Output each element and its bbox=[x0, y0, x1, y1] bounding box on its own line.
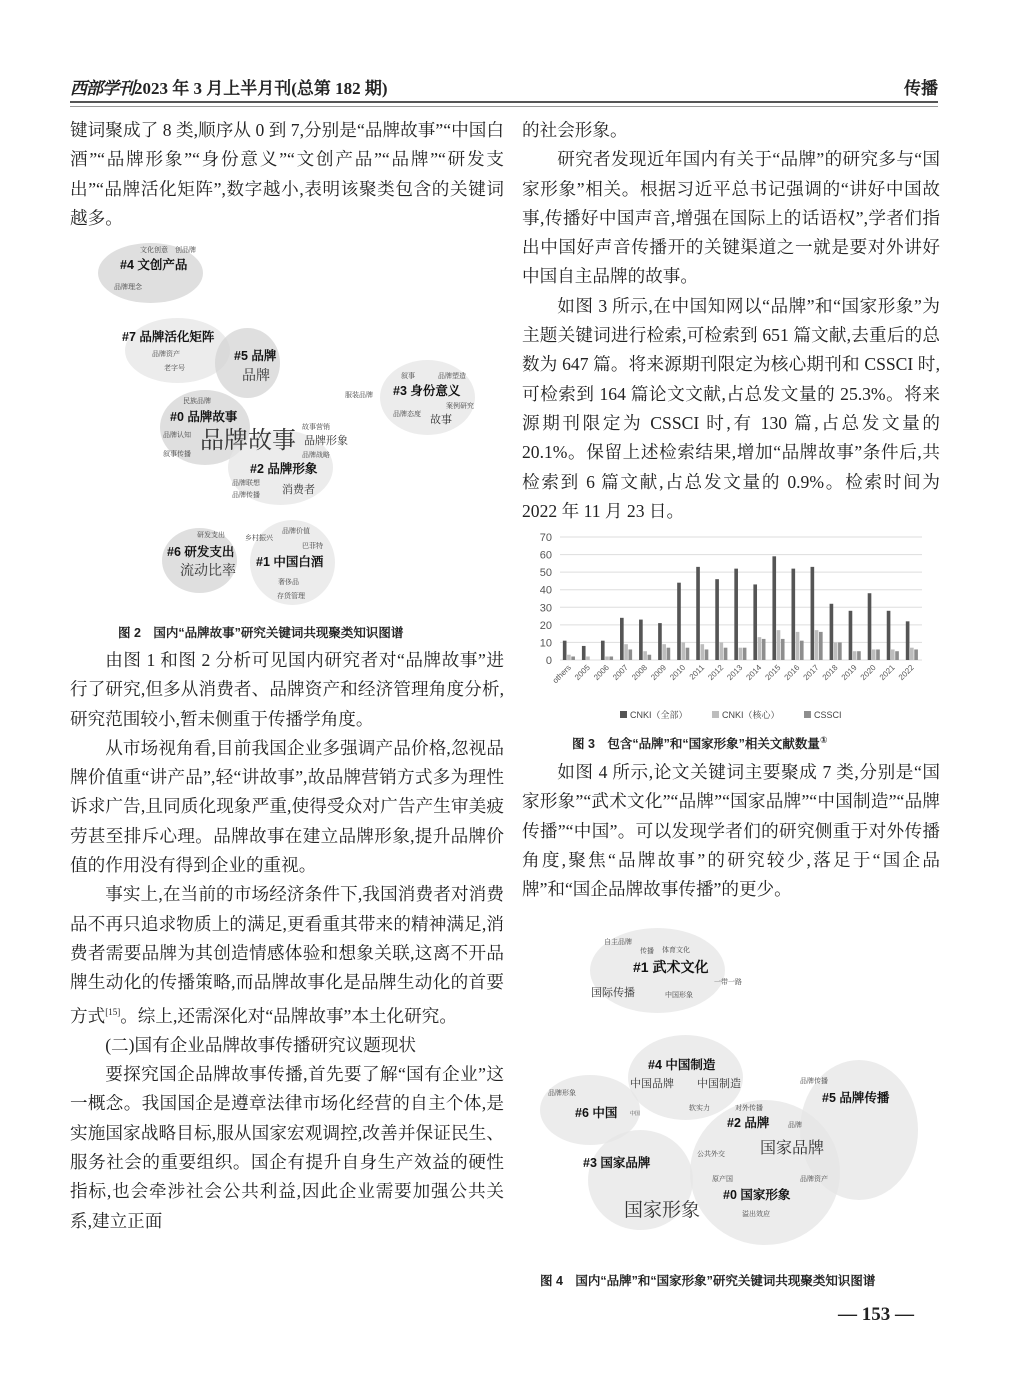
cluster-label: #2 品牌 bbox=[727, 1116, 770, 1130]
cluster-label: #3 国家品牌 bbox=[583, 1156, 651, 1170]
x-tick-label: 2005 bbox=[572, 663, 592, 682]
keyword: 老字号 bbox=[164, 364, 185, 372]
x-tick-label: 2009 bbox=[649, 663, 669, 682]
x-tick-label: 2021 bbox=[877, 663, 897, 682]
bar-0 bbox=[715, 579, 719, 660]
bar-1 bbox=[739, 648, 743, 660]
x-tick-label: 2013 bbox=[725, 663, 745, 682]
keyword: 国际传播 bbox=[591, 987, 635, 999]
x-tick-label: 2010 bbox=[668, 663, 688, 682]
paragraph: 从市场视角看,目前我国企业多强调产品价格,忽视品牌价值重“讲产品”,轻“讲故事”,故品牌营销方式多为理性诉求广告,且同质化现象严重,使得受众对广告产生审美疲劳甚至排斥心理。品牌故事在建立品牌形象,提升品牌价值的作用没有得到企业的重视。 bbox=[70, 737, 504, 876]
keyword: 品牌战略 bbox=[302, 451, 330, 459]
bar-0 bbox=[677, 583, 681, 660]
keyword: 存货管理 bbox=[277, 592, 305, 600]
bar-0 bbox=[563, 641, 567, 660]
keyword: 一带一路 bbox=[714, 978, 742, 986]
cluster-label: #1 中国白酒 bbox=[256, 555, 324, 569]
keyword: 国家形象 bbox=[624, 1200, 701, 1221]
keyword: 品牌资产 bbox=[800, 1175, 828, 1183]
bar-1 bbox=[624, 644, 628, 660]
bar-0 bbox=[734, 569, 738, 660]
x-tick-label: 2011 bbox=[687, 663, 707, 682]
bar-1 bbox=[567, 655, 571, 660]
keyword: 品牌 bbox=[242, 369, 270, 384]
paragraph: 的社会形象。 bbox=[522, 120, 628, 140]
x-tick-label: 2014 bbox=[744, 663, 764, 682]
keyword: 研发支出 bbox=[197, 531, 225, 539]
page-number: — 153 — bbox=[838, 1304, 914, 1325]
bar-0 bbox=[772, 556, 776, 660]
section-name: 传播 bbox=[904, 79, 938, 98]
bar-2 bbox=[571, 656, 575, 660]
bar-2 bbox=[781, 639, 785, 660]
keyword: 乡村振兴 bbox=[245, 534, 273, 542]
keyword: 公共外交 bbox=[697, 1150, 725, 1158]
bar-0 bbox=[658, 623, 662, 660]
bar-2 bbox=[857, 651, 861, 660]
bar-1 bbox=[720, 642, 724, 660]
bar-2 bbox=[762, 639, 766, 660]
bar-0 bbox=[830, 604, 834, 660]
bar-0 bbox=[849, 611, 853, 660]
x-tick-label: 2007 bbox=[611, 663, 631, 682]
journal-logo: 西部学刊 bbox=[70, 79, 134, 98]
left-column-body bbox=[70, 646, 504, 1236]
keyword: 案例研究 bbox=[446, 402, 474, 410]
bar-1 bbox=[834, 642, 838, 660]
keyword: 叙事传播 bbox=[163, 450, 191, 458]
bar-1 bbox=[853, 651, 857, 660]
keyword: 溢出效应 bbox=[742, 1210, 770, 1218]
keyword: 故事营销 bbox=[302, 423, 330, 431]
x-tick-label: 2020 bbox=[858, 663, 878, 682]
footnote-mark[interactable]: ① bbox=[819, 734, 828, 745]
bar-0 bbox=[753, 584, 757, 660]
figure-3-bar-chart bbox=[530, 525, 930, 730]
bar-1 bbox=[815, 630, 819, 660]
cluster-label: #4 文创产品 bbox=[120, 258, 188, 272]
keyword: 品牌理念 bbox=[114, 283, 142, 291]
bar-0 bbox=[791, 569, 795, 660]
figure-4-caption: 图 4 国内“品牌”和“国家形象”研究关键词共现聚类知识图谱 bbox=[540, 1274, 876, 1288]
paragraph bbox=[70, 880, 504, 1030]
bar-0 bbox=[696, 567, 700, 660]
keyword: 故事 bbox=[430, 414, 452, 426]
keyword: 品牌传播 bbox=[232, 491, 260, 499]
bar-2 bbox=[609, 656, 613, 660]
x-tick-label: 2016 bbox=[782, 663, 802, 682]
bar-2 bbox=[628, 649, 632, 660]
cluster-label: #2 品牌形象 bbox=[250, 462, 318, 476]
x-tick-label: 2019 bbox=[839, 663, 859, 682]
issue-info: 2023 年 3 月上半月刊(总第 182 期) bbox=[134, 79, 388, 98]
keyword: 民族品牌 bbox=[183, 397, 211, 405]
y-tick-label: 30 bbox=[539, 602, 552, 615]
bar-2 bbox=[667, 648, 671, 660]
keyword: 奢侈品 bbox=[278, 578, 299, 586]
keyword: 对外传播 bbox=[735, 1104, 763, 1112]
bar-1 bbox=[910, 648, 914, 660]
keyword: 自主品牌 bbox=[604, 938, 632, 946]
right-column-top bbox=[522, 116, 940, 526]
keyword: 品牌塑造 bbox=[438, 372, 466, 380]
left-column-top bbox=[70, 116, 504, 233]
keyword: 品牌 bbox=[788, 1121, 802, 1129]
bar-0 bbox=[811, 567, 815, 660]
legend-swatch bbox=[712, 711, 719, 718]
x-tick-label: 2018 bbox=[820, 663, 840, 682]
keyword: 品牌资产 bbox=[152, 350, 180, 358]
bar-1 bbox=[643, 651, 647, 660]
keyword: 品牌形象 bbox=[304, 435, 348, 447]
bar-0 bbox=[582, 646, 586, 660]
cluster-label: #0 国家形象 bbox=[723, 1188, 791, 1202]
keyword: 流动比率 bbox=[180, 564, 236, 579]
caption-text: 图 3 包含“品牌”和“国家形象”相关文献数量 bbox=[572, 737, 820, 751]
bar-0 bbox=[620, 618, 624, 660]
header-left bbox=[70, 74, 388, 99]
bar-2 bbox=[819, 632, 823, 660]
running-header bbox=[70, 74, 938, 104]
bar-2 bbox=[914, 649, 918, 660]
paragraph: 由图 1 和图 2 分析可见国内研究者对“品牌故事”进行了研究,但多从消费者、品牌资产和经济管理角度分析,研究范围较小,暂未侧重于传播学角度。 bbox=[70, 650, 504, 729]
y-tick-label: 60 bbox=[539, 549, 552, 562]
cluster-label: #7 品牌活化矩阵 bbox=[122, 330, 215, 344]
right-column-mid bbox=[522, 758, 940, 904]
bar-1 bbox=[758, 637, 762, 660]
bar-1 bbox=[681, 642, 685, 660]
bar-2 bbox=[838, 642, 842, 660]
x-tick-label: 2017 bbox=[801, 663, 821, 682]
bar-2 bbox=[876, 649, 880, 660]
bar-1 bbox=[586, 656, 590, 660]
keyword: 创品牌 bbox=[175, 246, 196, 254]
y-tick-label: 10 bbox=[539, 637, 552, 650]
keyword: 体育文化 bbox=[662, 946, 690, 954]
paragraph: 要探究国企品牌故事传播,首先要了解“国有企业”这一概念。我国国企是遵章法律市场化经营的自主个体,是实施国家战略目标,服从国家宏观调控,改善并保证民生、服务社会的重要组织。国企有提升自身生产效益的硬性指标,也会牵涉社会公共利益,因此企业需要加强公共关系,建立正面 bbox=[70, 1064, 504, 1231]
bar-2 bbox=[800, 641, 804, 660]
cluster-label: #1 武术文化 bbox=[633, 959, 709, 975]
keyword: 品牌认知 bbox=[163, 431, 191, 439]
bar-1 bbox=[700, 644, 704, 660]
bar-0 bbox=[639, 620, 643, 660]
keyword: 传播 bbox=[640, 947, 654, 955]
cluster-label: #5 品牌 bbox=[234, 349, 277, 363]
bar-2 bbox=[895, 651, 899, 660]
bar-2 bbox=[705, 649, 709, 660]
cluster-label: #0 品牌故事 bbox=[170, 410, 238, 424]
bar-1 bbox=[796, 632, 800, 660]
bar-0 bbox=[868, 593, 872, 660]
legend-label: CNKI（全部） bbox=[630, 710, 688, 720]
keyword: 品牌联想 bbox=[232, 479, 260, 487]
keyword: 中国制造 bbox=[697, 1078, 741, 1090]
cluster-label: #6 研发支出 bbox=[167, 545, 235, 559]
keyword: 巴菲特 bbox=[302, 542, 323, 550]
bar-0 bbox=[887, 611, 891, 660]
keyword: 品牌形象 bbox=[548, 1089, 576, 1097]
paragraph: 如图 4 所示,论文关键词主要聚成 7 类,分别是“国家形象”“武术文化”“品牌”“国家品牌”“中国制造”“品牌传播”“中国”。可以发现学者们的研究侧重于对外传播角度,聚焦“品牌故事”的研究较少,落足于“国企品牌”和“国企品牌故事传播”的更少。 bbox=[522, 762, 940, 900]
paragraph-text: 事实上,在当前的市场经济条件下,我国消费者对消费品不再只追求物质上的满足,更看重其带来的精神满足,消费者需要品牌为其创造情感体验和想象关联,这离不开品牌生动化的传播策略,而品牌故事化是品牌生动化的首要方式 bbox=[70, 884, 504, 1026]
paragraph: 如图 3 所示,在中国知网以“品牌”和“国家形象”为主题关键词进行检索,可检索到 651 篇文献,去重后的总数为 647 篇。将来源期刊限定为核心期刊和 CSSCI 时,可检索到 164 篇论文文献,占总发文量的 25.3%。将来源期刊限定为 CSSCI 时,有 130 篇,占总发文量的 20.1%。保留上述检索结果,增加“品牌故事”条件后,共检索到 6 篇文献,占总发文量的 0.9%。检索时间为 2022 年 11 月 23 日。 bbox=[522, 295, 940, 521]
bar-2 bbox=[743, 648, 747, 660]
x-tick-label: 2015 bbox=[763, 663, 783, 682]
header-rule bbox=[70, 101, 938, 107]
y-tick-label: 0 bbox=[545, 655, 552, 667]
x-tick-label: 2012 bbox=[706, 663, 726, 682]
paragraph: 键词聚成了 8 类,顺序从 0 到 7,分别是“品牌故事”“中国白酒”“品牌形象”“身份意义”“文创产品”“品牌”“研发支出”“品牌活化矩阵”,数字越小,表明该聚类包含的关键词越多。 bbox=[70, 120, 504, 228]
bar-2 bbox=[686, 648, 690, 660]
x-tick-label: others bbox=[550, 663, 573, 686]
paragraph: 研究者发现近年国内有关于“品牌”的研究多与“国家形象”相关。根据习近平总书记强调的“讲好中国故事,传播好中国声音,增强在国际上的话语权”,学者们指出中国好声音传播开的关键渠道之一就是要对外讲好中国自主品牌的故事。 bbox=[522, 149, 940, 287]
bar-1 bbox=[662, 644, 666, 660]
keyword: 中国 bbox=[630, 1112, 641, 1117]
y-tick-label: 70 bbox=[539, 532, 552, 544]
x-tick-label: 2022 bbox=[896, 663, 916, 682]
keyword: 中国形象 bbox=[665, 991, 693, 999]
keyword: 消费者 bbox=[282, 484, 315, 496]
legend-swatch bbox=[620, 711, 627, 718]
figure-3-caption bbox=[572, 734, 828, 752]
legend-swatch bbox=[804, 711, 811, 718]
bar-1 bbox=[891, 649, 895, 660]
bar-1 bbox=[605, 656, 609, 660]
bar-2 bbox=[724, 648, 728, 660]
keyword: 文化创意 bbox=[140, 246, 168, 254]
keyword: 中国品牌 bbox=[630, 1078, 674, 1090]
cluster-label: #5 品牌传播 bbox=[822, 1091, 890, 1105]
cluster-label: #6 中国 bbox=[575, 1106, 618, 1120]
bar-1 bbox=[777, 630, 781, 660]
paragraph-text: 。综上,还需深化对“品牌故事”本土化研究。 bbox=[120, 1005, 457, 1026]
bar-1 bbox=[872, 649, 876, 660]
keyword: 品牌态度 bbox=[393, 410, 421, 418]
cluster-label: #3 身份意义 bbox=[393, 384, 461, 398]
figure-2-caption: 图 2 国内“品牌故事”研究关键词共现聚类知识图谱 bbox=[118, 626, 404, 640]
x-tick-label: 2008 bbox=[630, 663, 650, 682]
y-tick-label: 40 bbox=[539, 584, 552, 597]
subheading: (二)国有企业品牌故事传播研究议题现状 bbox=[105, 1034, 417, 1055]
keyword: 服装品牌 bbox=[345, 391, 373, 399]
keyword: 叙事 bbox=[401, 372, 415, 380]
y-tick-label: 20 bbox=[539, 619, 552, 632]
keyword: 品牌传播 bbox=[800, 1077, 828, 1085]
keyword: 软实力 bbox=[689, 1104, 710, 1112]
keyword: 品牌价值 bbox=[282, 527, 310, 535]
keyword: 品牌故事 bbox=[200, 428, 296, 454]
bar-2 bbox=[648, 655, 652, 660]
y-tick-label: 50 bbox=[539, 567, 552, 580]
reference-mark[interactable]: [15] bbox=[105, 1006, 121, 1017]
legend-label: CNKI（核心） bbox=[722, 710, 780, 720]
cluster-label: #4 中国制造 bbox=[648, 1058, 716, 1072]
bar-0 bbox=[906, 621, 910, 660]
legend-label: CSSCI bbox=[814, 710, 842, 720]
keyword: 原产国 bbox=[712, 1175, 733, 1183]
x-tick-label: 2006 bbox=[592, 663, 611, 682]
bar-0 bbox=[601, 641, 605, 660]
keyword: 国家品牌 bbox=[760, 1140, 825, 1157]
